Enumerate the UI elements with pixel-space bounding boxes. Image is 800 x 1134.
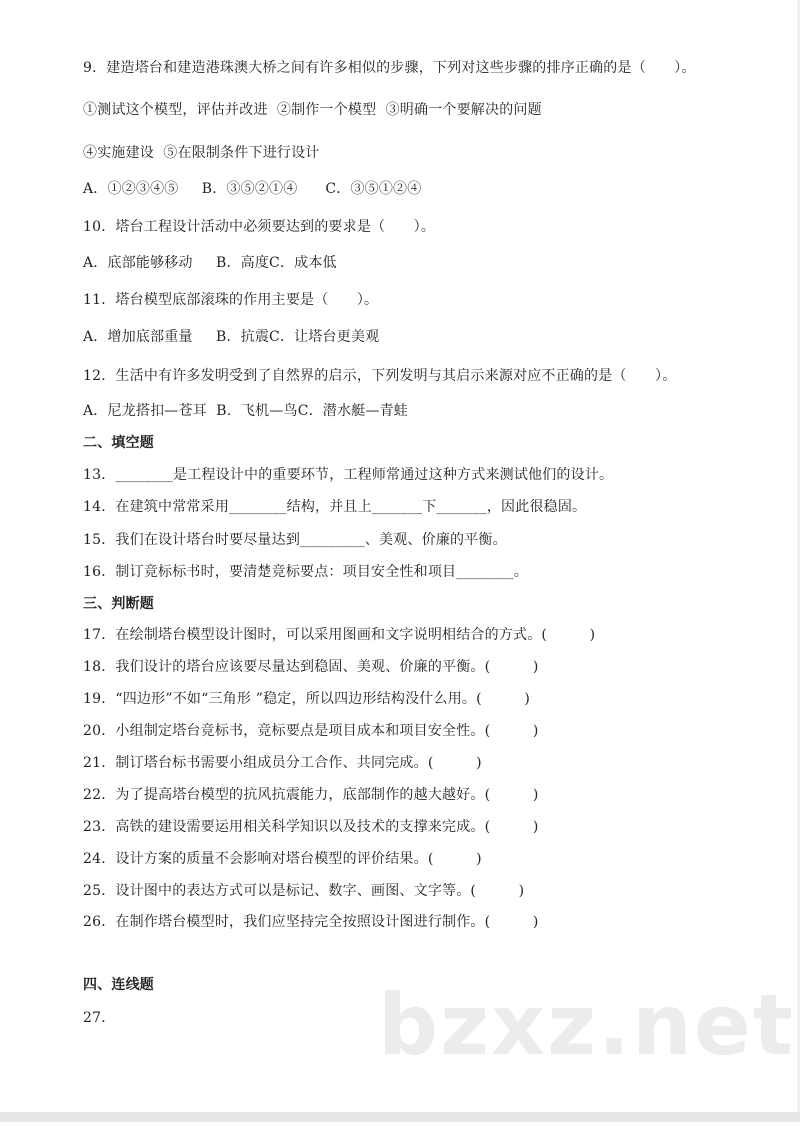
question-text: 17．在绘制塔台模型设计图时，可以采用图画和文字说明相结合的方式。( ) xyxy=(83,627,596,643)
page-separator xyxy=(0,1112,800,1122)
answer-options: A．①②③④⑤ B．③⑤②①④ C．③⑤①②④ xyxy=(83,181,422,197)
section-heading: 三、判断题 xyxy=(83,596,154,612)
question-text: 15．我们在设计塔台时要尽量达到_________、美观、价廉的平衡。 xyxy=(83,532,507,548)
question-text: 19．“四边形”不如“三角形 ”稳定，所以四边形结构没什么用。( ) xyxy=(83,691,531,707)
question-text: 23．高铁的建设需要运用相关科学知识以及技术的支撑来完成。( ) xyxy=(83,819,539,835)
question-text: 12．生活中有许多发明受到了自然界的启示，下列发明与其启示来源对应不正确的是（ ）。 xyxy=(83,368,677,384)
question-text: 9．建造塔台和建造港珠澳大桥之间有许多相似的步骤，下列对这些步骤的排序正确的是（ ）。 xyxy=(83,60,696,76)
question-text: 14．在建筑中常常采用________结构，并且上_______下_______，因此很稳固。 xyxy=(83,499,587,515)
watermark: bzxz.net xyxy=(378,976,795,1074)
question-text: 25．设计图中的表达方式可以是标记、数字、画图、文字等。( ) xyxy=(83,883,525,899)
answer-options: A．底部能够移动 B．高度C．成本低 xyxy=(83,255,337,271)
question-text: 27． xyxy=(83,1010,116,1026)
section-heading: 二、填空题 xyxy=(83,435,154,451)
question-text: 20．小组制定塔台竞标书，竞标要点是项目成本和项目安全性。( ) xyxy=(83,723,539,739)
question-text: 21．制订塔台标书需要小组成员分工合作、共同完成。( ) xyxy=(83,755,482,771)
question-text: 18．我们设计的塔台应该要尽量达到稳固、美观、价廉的平衡。( ) xyxy=(83,659,539,675)
question-text: 13．________是工程设计中的重要环节，工程师常通过这种方式来测试他们的设计。 xyxy=(83,467,614,483)
question-text: 22．为了提高塔台模型的抗风抗震能力，底部制作的越大越好。( ) xyxy=(83,787,539,803)
section-heading: 四、连线题 xyxy=(83,977,154,993)
answer-options: A．增加底部重量 B．抗震C．让塔台更美观 xyxy=(83,329,380,345)
answer-options: ④实施建设 ⑤在限制条件下进行设计 xyxy=(83,145,320,161)
answer-options: A．尼龙搭扣—苍耳 B．飞机—鸟C．潜水艇—青蛙 xyxy=(83,403,409,419)
question-text: 26．在制作塔台模型时，我们应坚持完全按照设计图进行制作。( ) xyxy=(83,914,539,930)
question-text: 16．制订竞标标书时，要清楚竞标要点：项目安全性和项目________。 xyxy=(83,564,529,580)
answer-options: ①测试这个模型，评估并改进 ②制作一个模型 ③明确一个要解决的问题 xyxy=(83,102,542,118)
question-text: 11．塔台模型底部滚珠的作用主要是（ ）。 xyxy=(83,292,379,308)
question-text: 24．设计方案的质量不会影响对塔台模型的评价结果。( ) xyxy=(83,851,482,867)
question-text: 10．塔台工程设计活动中必须要达到的要求是（ ）。 xyxy=(83,219,436,235)
